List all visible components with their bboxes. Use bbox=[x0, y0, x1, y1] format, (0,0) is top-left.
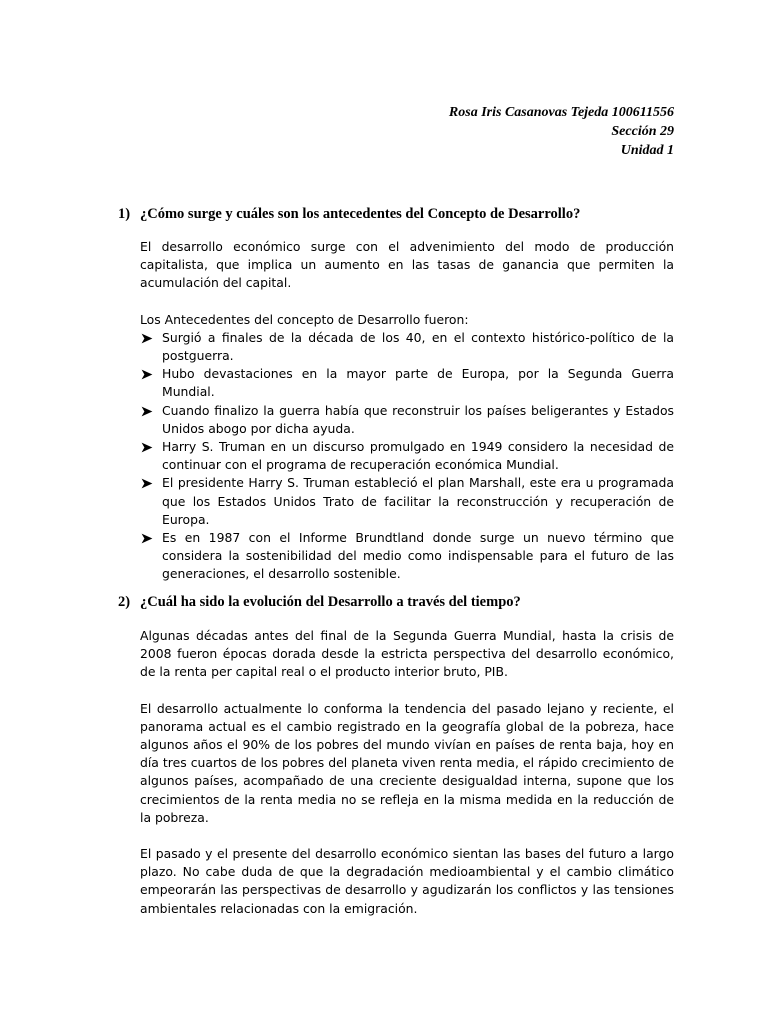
question-2-heading bbox=[118, 593, 678, 611]
list-item bbox=[140, 529, 674, 584]
question-2-answer bbox=[140, 627, 674, 918]
list-item bbox=[140, 329, 674, 365]
list-item bbox=[140, 365, 674, 401]
q2-paragraph-2: El desarrollo actualmente lo conforma la tendencia del pasado lejano y reciente, el panorama actual es el cambio registrado en la geografía global de la pobreza, hace algunos años el 90% de los pobres del mundo vivían en países de renta baja, hoy en día tres cuartos de los pobres del planeta viven renta media, el rápido crecimiento de algunos países, acompañado de una creciente desigualdad interna, supone que los crecimientos de la renta media no se refleja en la misma medida en la reducción de la pobreza. bbox=[140, 700, 674, 825]
arrowhead-bullet-icon bbox=[141, 442, 153, 453]
list-item bbox=[140, 474, 674, 529]
question-1-heading bbox=[118, 205, 678, 223]
q1-antecedents-intro: Los Antecedentes del concepto de Desarrollo fueron: bbox=[140, 311, 469, 327]
question-2-number: 2) bbox=[118, 594, 131, 610]
bullet-text: El presidente Harry S. Truman estableció el plan Marshall, este era u programada que los Estados Unidos Trato de facilitar la reconstrucción y recuperación de Europa. bbox=[162, 475, 674, 527]
bullet-text: Surgió a finales de la década de los 40, en el contexto histórico-político de la postguerra. bbox=[162, 329, 674, 364]
antecedents-list bbox=[140, 329, 674, 584]
bullet-text: Hubo devastaciones en la mayor parte de Europa, por la Segunda Guerra Mundial. bbox=[162, 366, 674, 400]
arrowhead-bullet-icon bbox=[141, 478, 153, 489]
bullet-text: Cuando finalizo la guerra había que reconstruir los países beligerantes y Estados Unidos abogo por dicha ayuda. bbox=[162, 402, 674, 436]
q2-paragraph-3: El pasado y el presente del desarrollo económico sientan las bases del futuro a largo plazo. No cabe duda de que la degradación medioambiental y el cambio climático empeorarán las perspectivas de desarrollo y agudizarán los conflictos y las tensiones ambientales relacionadas con la emigración. bbox=[140, 846, 674, 916]
list-item bbox=[140, 402, 674, 438]
arrowhead-bullet-icon bbox=[141, 533, 153, 544]
question-1-answer bbox=[140, 238, 674, 584]
arrowhead-bullet-icon bbox=[141, 333, 153, 344]
list-item bbox=[140, 438, 674, 474]
section-line: Sección 29 bbox=[611, 124, 674, 139]
q2-paragraph-1: Algunas décadas antes del final de la Segunda Guerra Mundial, hasta la crisis de 2008 fueron épocas dorada desde la estricta perspectiva del desarrollo económico, de la renta per capital real o el producto interior bruto, PIB. bbox=[140, 628, 674, 680]
bullet-text: Harry S. Truman en un discurso promulgado en 1949 considero la necesidad de continuar con el programa de recuperación económica Mundial. bbox=[162, 439, 674, 473]
unit-line: Unidad 1 bbox=[620, 143, 674, 158]
question-1-text: ¿Cómo surge y cuáles son los antecedentes del Concepto de Desarrollo? bbox=[140, 206, 581, 222]
bullet-text: Es en 1987 con el Informe Brundtland donde surge un nuevo término que considera la sostenibilidad del medio como indispensable para el futuro de las generaciones, el desarrollo sostenible. bbox=[162, 530, 674, 582]
question-1-number: 1) bbox=[118, 206, 131, 222]
author-header bbox=[449, 103, 674, 160]
question-2-text: ¿Cuál ha sido la evolución del Desarrollo a través del tiempo? bbox=[140, 594, 521, 610]
arrowhead-bullet-icon bbox=[141, 369, 153, 380]
arrowhead-bullet-icon bbox=[141, 406, 153, 417]
author-name-line: Rosa Iris Casanovas Tejeda 100611556 bbox=[448, 105, 674, 120]
q1-paragraph-1: El desarrollo económico surge con el advenimiento del modo de producción capitalista, que implica un aumento en las tasas de ganancia que permiten la acumulación del capital. bbox=[140, 239, 674, 291]
